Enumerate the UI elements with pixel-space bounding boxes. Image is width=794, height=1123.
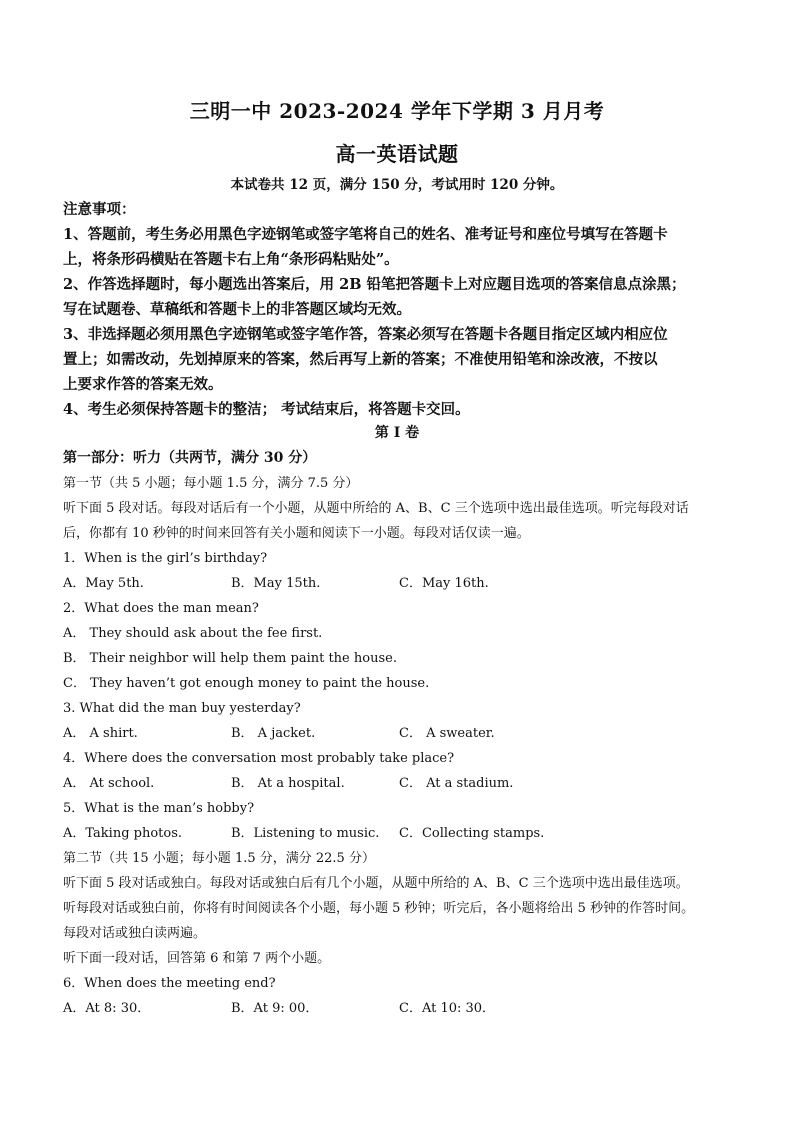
section-heading: 第二节（共 15 小题；每小题 1.5 分，满分 22.5 分） [63,851,375,866]
option-b: B． A jacket. [231,726,316,741]
dialogue-lead: 听下面一段对话，回答第 6 和第 7 两个小题。 [63,951,331,966]
instruction-line: 听每段对话或独白前，你将有时间阅读各个小题，每小题 5 秒钟；听完后，各小题将给出 5 秒钟的作答时间。 [63,901,695,916]
option-a: A． A shirt. [63,726,138,741]
question-stem: 3. What did the man buy yesterday? [63,701,301,716]
question-options [63,721,743,746]
listening-part [63,446,743,1021]
note-line: 写在试题卷、草稿纸和答题卡上的非答题区域均无效。 [63,301,411,318]
option-b: B． At a hospital. [231,776,345,791]
note-line: 3、非选择题必须用黑色字迹钢笔或签字笔作答，答案必须写在答题卡各题目指定区域内相应位 [63,326,668,343]
question-options [63,821,743,846]
section-heading: 第一节（共 5 小题；每小题 1.5 分，满分 7.5 分） [63,476,359,491]
option-a: A．At 8: 30． [63,1001,151,1016]
option-b: B．Listening to music. [231,826,380,841]
option-c: C． At a stadium. [399,776,514,791]
exam-title: 三明一中 2023-2024 学年下学期 3 月月考 [189,99,605,123]
note-line: 2、作答选择题时，每小题选出答案后，用 2B 铅笔把答题卡上对应题目选项的答案信息点涂黑； [63,276,686,293]
option-b: B．May 15th. [231,576,321,591]
note-line: 4、考生必须保持答题卡的整洁； 考试结束后，将答题卡交回。 [63,401,470,418]
option-a: A．Taking photos. [63,826,183,841]
question-options [63,571,743,596]
instruction-line: 听下面 5 段对话或独白。每段对话或独白后有几个小题，从题中所给的 A、B、C 三个选项中选出最佳选项。 [63,876,689,891]
question-stem: 5．What is the man’s hobby? [63,801,255,816]
note-line: 1、答题前，考生务必用黑色字迹钢笔或签字笔将自己的姓名、准考证号和座位号填写在答题卡 [63,226,668,243]
question-options [63,996,743,1021]
exam-subtitle: 高一英语试题 [335,142,459,166]
note-line: 置上；如需改动，先划掉原来的答案，然后再写上新的答案；不准使用铅笔和涂改液，不按以 [63,351,658,368]
option-b: B． Their neighbor will help them paint the house. [63,651,397,666]
option-c: C． They haven’t got enough money to paint the house. [63,676,430,691]
question-options [63,771,743,796]
option-c: C． A sweater. [399,726,495,741]
notes-heading: 注意事项： [63,201,136,218]
question-stem: 1．When is the girl’s birthday? [63,551,268,566]
exam-info: 本试卷共 12 页，满分 150 分，考试用时 120 分钟。 [230,177,564,193]
instruction-line: 每段对话或独白读两遍。 [63,926,207,941]
option-b: B．At 9: 00． [231,1001,319,1016]
note-line: 上，将条形码横贴在答题卡右上角“条形码粘贴处”。 [63,251,399,268]
instruction-line: 后，你都有 10 秒钟的时间来回答有关小题和阅读下一小题。每段对话仅读一遍。 [63,526,530,541]
option-a: A．May 5th. [63,576,144,591]
option-c: C．Collecting stamps. [399,826,545,841]
question-stem: 4．Where does the conversation most probably take place? [63,751,455,766]
question-stem: 2．What does the man mean? [63,601,259,616]
volume-heading: 第 I 卷 [374,425,420,441]
instruction-line: 听下面 5 段对话。每段对话后有一个小题，从题中所给的 A、B、C 三个选项中选出最佳选项。听完每段对话 [63,501,689,516]
option-a: A． They should ask about the fee first. [63,626,323,641]
notes-section [63,197,743,422]
note-line: 上要求作答的答案无效。 [63,376,223,393]
option-c: C．At 10: 30． [399,1001,496,1016]
option-a: A． At school. [63,776,155,791]
question-stem: 6．When does the meeting end? [63,976,276,991]
part-heading: 第一部分：听力（共两节，满分 30 分） [63,450,317,466]
option-c: C．May 16th. [399,576,489,591]
